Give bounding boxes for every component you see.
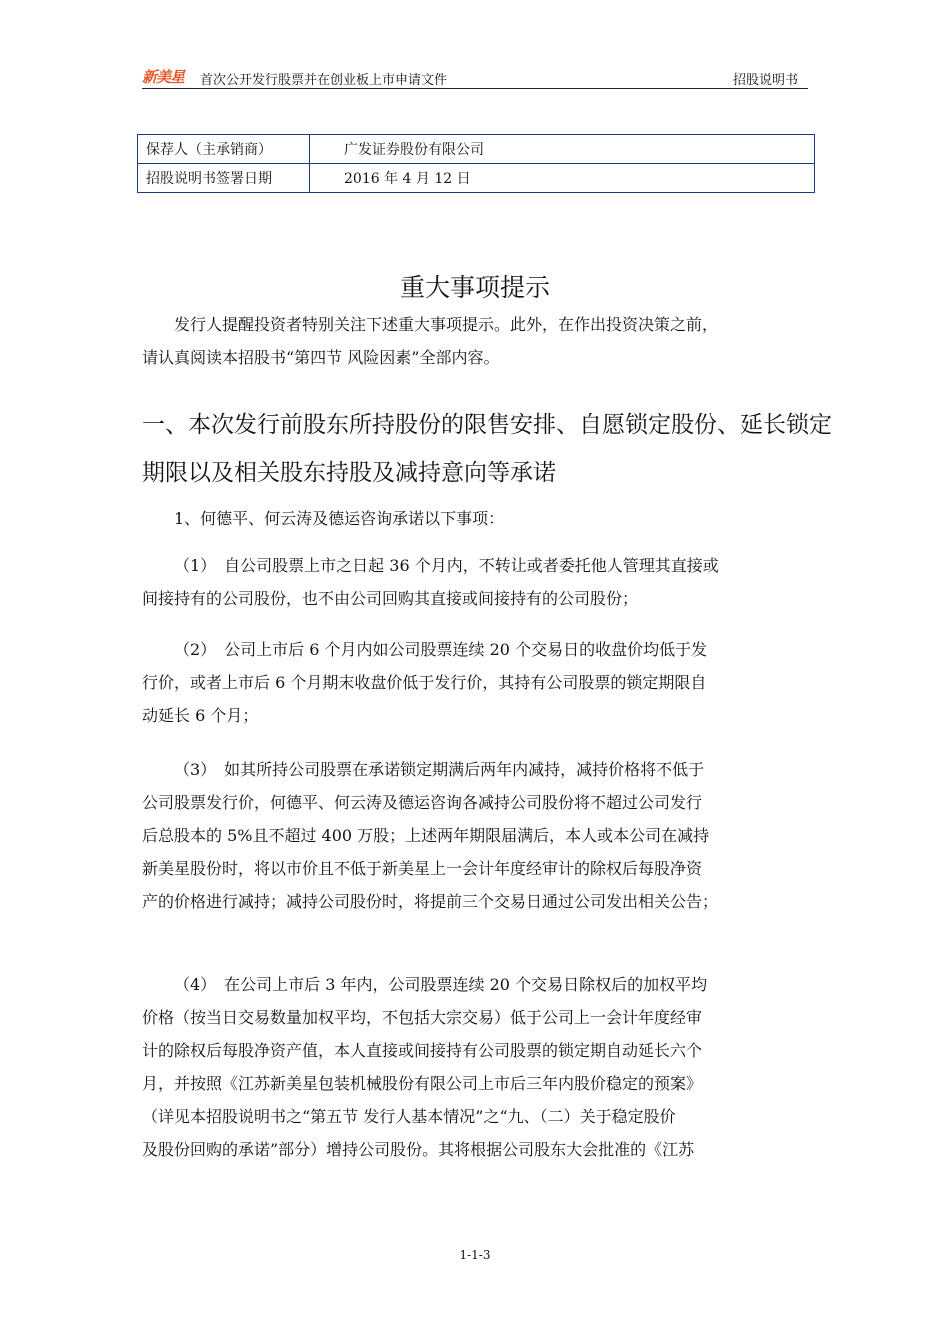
text-line: 请认真阅读本招股书“第四节 风险因素”全部内容。 (142, 348, 500, 367)
text-line: 动延长 6 个月； (142, 706, 259, 725)
section-heading (142, 401, 922, 497)
table-row (138, 164, 815, 193)
text-line: 计的除权后每股净资产值，本人直接或间接持有公司股票的锁定期自动延长六个 (142, 1041, 703, 1060)
text-line: （1） 自公司股票上市之日起 36 个月内，不转让或者委托他人管理其直接或 (174, 556, 719, 575)
item-intro (142, 502, 822, 535)
company-logo: 新美星 (142, 68, 185, 86)
clause-3 (142, 753, 822, 918)
text-line: （详见本招股说明书之“第五节 发行人基本情况”之“九、（二）关于稳定股价 (142, 1107, 676, 1126)
table-row (138, 135, 815, 164)
page-header (142, 66, 808, 89)
text-line: 新美星股份时，将以市价且不低于新美星上一会计年度经审计的除权后每股净资 (142, 859, 703, 878)
sponsor-info-table (137, 134, 815, 193)
clause-4 (142, 968, 822, 1166)
table-cell-value: 广发证券股份有限公司 (310, 135, 815, 164)
text-line: 发行人提醒投资者特别关注下述重大事项提示。此外，在作出投资决策之前， (174, 315, 719, 334)
text-line: 1、何德平、何云涛及德运咨询承诺以下事项： (174, 509, 505, 528)
text-line: （2） 公司上市后 6 个月内如公司股票连续 20 个交易日的收盘价均低于发 (174, 640, 708, 659)
header-document-title: 首次公开发行股票并在创业板上市申请文件 (200, 73, 448, 88)
clause-2 (142, 633, 822, 732)
text-line: 价格（按当日交易数量加权平均，不包括大宗交易）低于公司上一会计年度经审 (142, 1008, 703, 1027)
table-cell-label: 招股说明书签署日期 (138, 164, 310, 193)
page-title: 重大事项提示 (399, 273, 550, 302)
heading-line: 一、本次发行前股东所持股份的限售安排、自愿锁定股份、延长锁定 (142, 412, 832, 438)
text-line: 月，并按照《江苏新美星包装机械股份有限公司上市后三年内股价稳定的预案》 (142, 1074, 703, 1093)
text-line: 间接持有的公司股份，也不由公司回购其直接或间接持有的公司股份； (142, 589, 639, 608)
clause-1 (142, 549, 822, 615)
text-line: （3） 如其所持公司股票在承诺锁定期满后两年内减持，减持价格将不低于 (174, 760, 705, 779)
heading-line: 期限以及相关股东持股及减持意向等承诺 (142, 460, 556, 486)
header-document-type: 招股说明书 (732, 73, 798, 88)
intro-paragraph (142, 308, 822, 374)
page-number: 1-1-3 (459, 1248, 491, 1262)
text-line: 后总股本的 5%且不超过 400 万股；上述两年期限届满后，本人或本公司在减持 (142, 826, 710, 845)
text-line: 公司股票发行价，何德平、何云涛及德运咨询各减持公司股份将不超过公司发行 (142, 793, 703, 812)
text-line: 及股份回购的承诺”部分）增持公司股份。其将根据公司股东大会批准的《江苏 (142, 1140, 695, 1159)
text-line: 产的价格进行减持；减持公司股份时，将提前三个交易日通过公司发出相关公告； (142, 892, 719, 911)
text-line: （4） 在公司上市后 3 年内，公司股票连续 20 个交易日除权后的加权平均 (174, 975, 708, 994)
table-cell-value: 2016 年 4 月 12 日 (310, 164, 815, 193)
text-line: 行价，或者上市后 6 个月期末收盘价低于发行价，其持有公司股票的锁定期限自 (142, 673, 707, 692)
table-cell-label: 保荐人（主承销商） (138, 135, 310, 164)
